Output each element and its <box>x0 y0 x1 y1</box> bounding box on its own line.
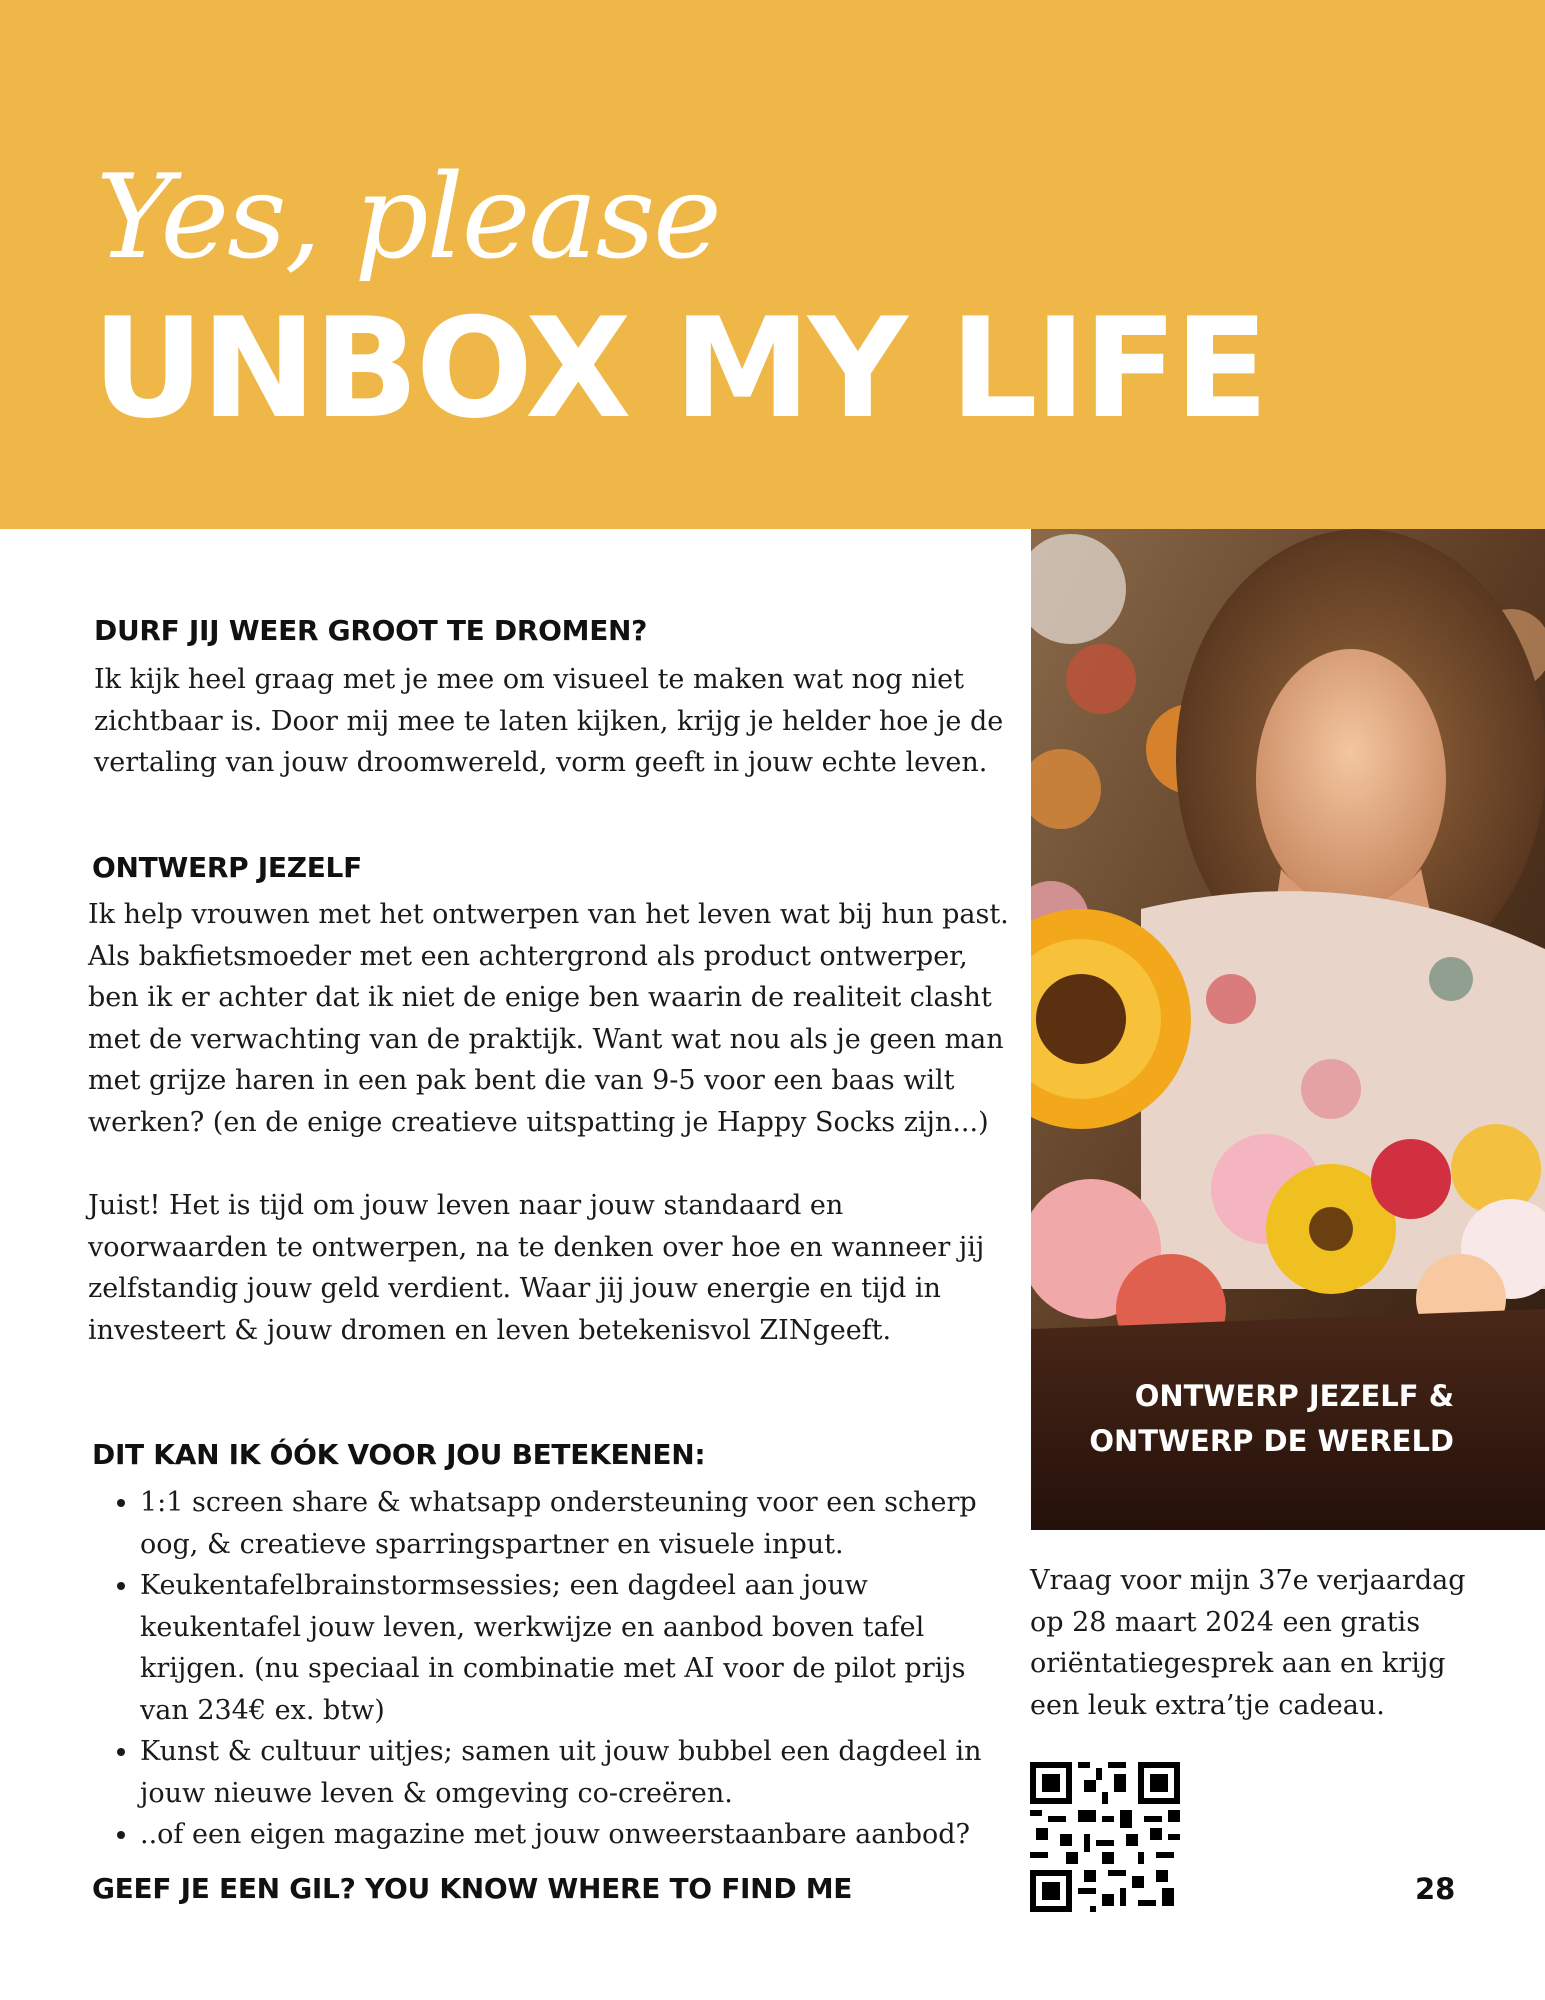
text-line: oog, & creatieve sparringspartner en visuele input. <box>140 1528 844 1560</box>
list-item <box>140 1814 981 1856</box>
birthday-offer-text <box>1030 1560 1466 1726</box>
text-line: werken? (en de enige creatieve uitspatting je Happy Socks zijn...) <box>88 1106 989 1138</box>
section-design-para2 <box>88 1185 984 1351</box>
qr-code[interactable] <box>1030 1762 1180 1912</box>
text-line: voorwaarden te ontwerpen, na te denken over hoe en wanneer jij <box>88 1231 985 1263</box>
text-line: met de verwachting van de praktijk. Want wat nou als je geen man <box>88 1023 1004 1055</box>
section-heading-design-yourself: ONTWERP JEZELF <box>92 851 362 884</box>
text-line: vertaling van jouw droomwereld, vorm geeft in jouw echte leven. <box>94 747 988 778</box>
text-line: krijgen. (nu speciaal in combinatie met AI voor de pilot prijs <box>140 1653 966 1684</box>
photo-caption <box>1031 1374 1454 1464</box>
text-line: zelfstandig jouw geld verdient. Waar jij jouw energie en tijd in <box>88 1273 941 1304</box>
caption-line: ONTWERP DE WERELD <box>1089 1424 1454 1458</box>
list-item <box>140 1482 981 1565</box>
section-dream-text <box>94 659 1003 784</box>
page-title: UNBOX MY LIFE <box>92 288 1266 449</box>
text-line: investeert & jouw dromen en leven betekenisvol ZINgeeft. <box>88 1314 892 1346</box>
text-line: Als bakfietsmoeder met een achtergrond als product ontwerper, <box>88 940 968 972</box>
text-line: Vraag voor mijn 37e verjaardag <box>1030 1565 1466 1596</box>
text-line: op 28 maart 2024 een gratis <box>1030 1606 1421 1638</box>
header-banner <box>0 0 1545 529</box>
text-line: ben ik er achter dat ik niet de enige ben waarin de realiteit clasht <box>88 982 992 1013</box>
text-line: zichtbaar is. Door mij mee te laten kijken, krijg je helder hoe je de <box>94 705 1004 737</box>
section-design-para1 <box>88 894 1009 1143</box>
text-line: Ik help vrouwen met het ontwerpen van het leven wat bij hun past. <box>88 899 1009 930</box>
page-number: 28 <box>1415 1872 1456 1906</box>
text-line: • 1:1 screen share & whatsapp ondersteuning voor een scherp <box>140 1487 977 1518</box>
text-line: Juist! Het is tijd om jouw leven naar jouw standaard en <box>88 1190 844 1221</box>
text-line: Ik kijk heel graag met je mee om visueel te maken wat nog niet <box>94 664 964 695</box>
text-line: met grijze haren in een pak bent die van 9-5 voor een baas wilt <box>88 1065 955 1096</box>
text-line: een leuk extra’tje cadeau. <box>1030 1689 1385 1721</box>
script-title: Yes, please <box>96 150 720 285</box>
caption-line: ONTWERP JEZELF & <box>1134 1379 1454 1413</box>
text-line: van 234€ ex. btw) <box>140 1694 385 1726</box>
text-line: • Keukentafelbrainstormsessies; een dagdeel aan jouw <box>140 1570 868 1601</box>
list-item <box>140 1731 981 1814</box>
text-line: keukentafel jouw leven, werkwijze en aanbod boven tafel <box>140 1611 925 1643</box>
text-line: • Kunst & cultuur uitjes; samen uit jouw bubbel een dagdeel in <box>140 1736 982 1767</box>
closing-call-to-action: GEEF JE EEN GIL? YOU KNOW WHERE TO FIND ME <box>92 1872 853 1905</box>
section-heading-offer: DIT KAN IK ÓÓK VOOR JOU BETEKENEN: <box>92 1438 706 1471</box>
section-heading-dream: DURF JIJ WEER GROOT TE DROMEN? <box>94 614 648 647</box>
offer-list <box>100 1482 981 1856</box>
text-line: oriëntatiegesprek aan en krijg <box>1030 1648 1446 1679</box>
text-line: • ..of een eigen magazine met jouw onweerstaanbare aanbod? <box>140 1819 971 1850</box>
list-item <box>140 1565 981 1731</box>
text-line: jouw nieuwe leven & omgeving co-creëren. <box>140 1777 733 1809</box>
